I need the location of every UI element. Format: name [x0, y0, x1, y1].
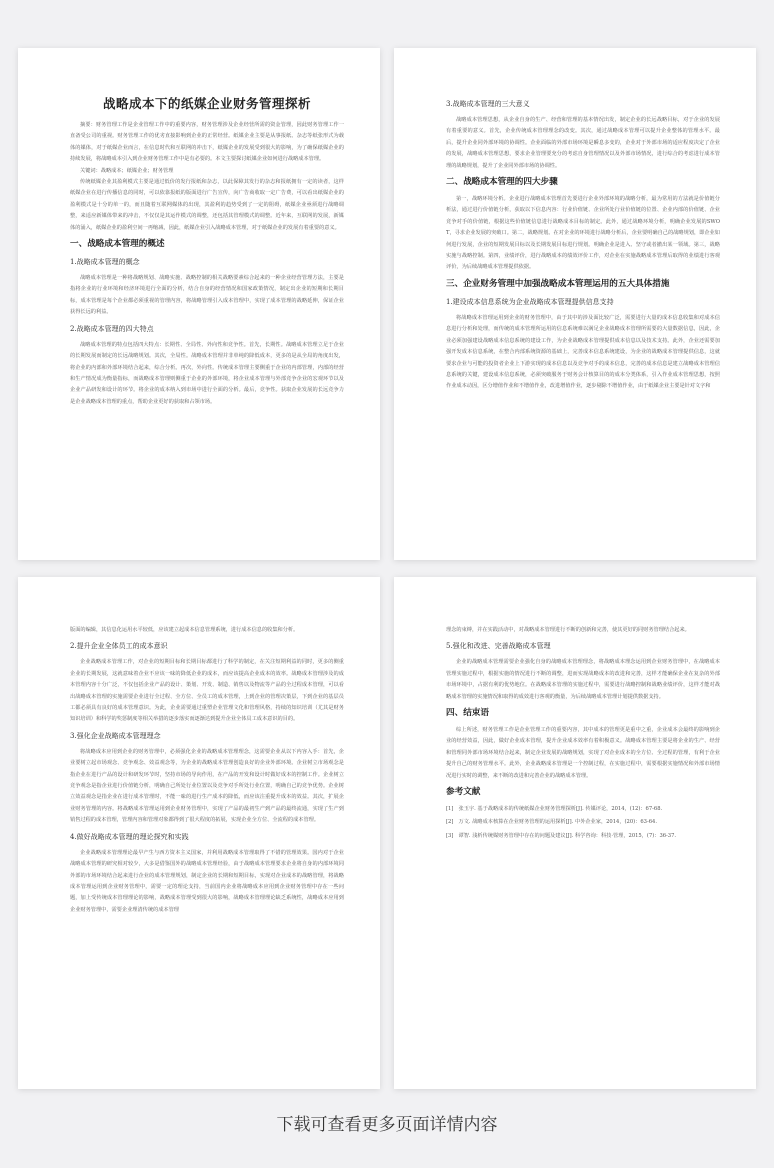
- keywords-line: 关键词：战略成本；纸媒企业；财务管理: [80, 167, 174, 174]
- download-more-prompt: 下载可查看更多页面详情内容: [276, 1115, 498, 1135]
- document-page-3: [18, 577, 380, 1089]
- subsection-heading-3-3: 3.强化企业战略成本管理理念: [70, 731, 161, 740]
- body-paragraph: 战略成本管理的特点包括四大特点：长期性、全局性、外向性和竞争性。首先，长期性。战略成本管理立足于企业的长期发展而制定的长远战略规划。其次，全局性。战略成本管理并非单纯的降低成本，更多的是从全局的角度出发，将企业的内部和外部环境结合起来，综合分析。再次，外向性。传统成本管理主要侧重于企业的内部管理，内部的经营和生产情况成为衡量指标，而战略成本管理则侧重于企业的外部环境，将企业成本管理与外部竞争企业的宏观环节以及企业产品研发和设计的环节。将企业的成本纳入到市场中进行全面的分析。最后，竞争性。获取企业发展的长远竞争力是企业战略成本管理的重点，帮助企业更好的获取和占领市场。: [70, 341, 344, 405]
- references-heading: 参考文献: [446, 787, 481, 798]
- abstract-paragraph: 摘要：财务管理工作是企业管理工作中的重要内容，财务管理涉及企业经营所需的资金管理，因此财务管理工作一直备受公司的重视。财务管理工作的优劣直接影响到企业的正常经营。纸媒企业主要是从事报纸、杂志等纸张形式为载体的媒体，对于纸媒企业而言，在信息时代和互联网的冲击下，纸媒企业的发展受到很大的影响，为了确保纸媒企业的持续发展，将战略成本引入到企业财务管理工作中是有必要的。本文主要探讨纸媒企业如何进行战略成本管理。: [70, 122, 344, 163]
- subsection-heading-3-4: 4.做好战略成本管理的理论探究和实践: [70, 832, 189, 841]
- reference-item: [2] 万文. 战略成本核算在企业财务管理的运用探析[J]. 中外企业家，2014，(20)：63-64.: [446, 819, 657, 826]
- section-heading-2: 二、战略成本管理的四大步骤: [446, 177, 558, 188]
- document-page-4: [394, 577, 756, 1089]
- body-paragraph: 将战略成本应用到企业的财务管理中，必须强化企业的战略成本管理理念，这需要企业从以下内容入手：首先，企业要树立起市场观念、竞争观念、效益观念等，为企业的战略成本管理创造良好的企业外部环境。企业树立市场观念是指企业在进行产品的设计和研发环节时，坚持市场的导向作用，在产品的开发和设计时做好成本的控制工作。企业树立竞争观念是指企业进行价值链分析，明确自己所处行业位置以及竞争对手所处行业位置，明确自己的竞争优势。企业树立效益观念是指企业在进行成本管理时，不能一味的进行生产成本的降低，而应该注重提升成本的效益。其次，扩展企业财务管理的内容。将战略成本管理运用到企业财务管理中，实现了产品的最初生产到产品的最终流通，实现了生产到销售过程的成本管理，管理内容和管理对象都得到了很大程度的拓展，实现企业全方位、全流程的成本管理。: [70, 748, 344, 824]
- reference-item: [3] 谭智. 浅析传统媒财务管理中存在的问题及建议[J]. 科学咨询：科技·管理，2015，(7)：36-37.: [446, 832, 677, 839]
- subsection-heading-1-3: 3.战略成本管理的三大意义: [446, 100, 530, 108]
- body-paragraph: 将战略成本管理运用到企业的财务管理中，由于其中的涉及面比较广泛，需要进行大量的成本信息收集和对成本信息进行分析和处理，而传统的成本管理所运用的信息系统难以满足企业战略成本管理所需要的大量数据信息，因此，企业必须加强建设战略成本信息系统的建设工作，为企业战略成本管理提供成本信息以及技术支持。此外，企业还需要加强开发成本信息系统，在整合内部系统资源的基础上，完善成本信息系统建设，为企业的战略成本管理提供信息，这就要求企业与可能的投资者企业上下游实现的成本信息以及竞争对手的成本信息，完善的成本信息是建立战略成本管理信息系统的关键，建设成本信息系统，必须突破服务于财务会计核算目的的成本分类体系，引入作业成本管理思想，按照作业成本动因，区分增值作业和不增值作业，改进增值作业，逐步剔除不增值作业，由于纸媒企业主要是针对文字和: [446, 314, 720, 390]
- document-page-1: [18, 48, 380, 560]
- subsection-heading-1-2: 2.战略成本管理的四大特点: [70, 324, 154, 333]
- body-paragraph: 版面的编辑，其信息化运用水平较低，应该建立起成本信息管理系统，进行成本信息的收集和分析。: [70, 627, 299, 633]
- section-heading-3: 三、企业财务管理中加强战略成本管理运用的五大具体措施: [446, 278, 670, 289]
- body-paragraph: 企业战略成本管理工作，对企业的短期目标和长期目标都进行了科学的制定，在关注短期利益的同时，更多的侧重企业的长期发展，这就意味着企业不应该一味的降低企业的成本，而应该提高企业成本的效率。战略成本管理涉及的成本管理内容十分广泛，不仅包括企业产品的设计、策划、开发、制造、销售以及物流等产品的全过程成本管理，可以看出战略成本管理的实施需要企业进行全过程、全方位、全员工的成本管理，上到企业的管理决策层，下到企业的基层员工都必须具有良好的成本管理意识。为此，企业需要通过重塑企业管理文化和管理风格，持续的知识培训（尤其是财务知识培训）和科学的奖惩制度等相关举措的逐步落实而逐渐达到提升企业全体员工成本意识的目的。: [70, 659, 344, 723]
- body-paragraph: 企业的战略成本管理需要企业强化自身的战略成本管理理念，将战略成本理念运用到企业财务管理中，在战略成本管理实施过程中，根据实施的情况进行不断的调整，进而实现战略成本的改进和完善，这样才能确保企业在复杂的外部市场环境中，占据有利的优势地位。在战略成本管理的实施过程中，需要进行战略控制和战略业绩评价，这样才能对战略成本管理的实施情况和取得的成效进行客观的衡量，为后续战略成本管理计划提供数据支持。: [446, 659, 720, 700]
- body-paragraph: 第一，战略环境分析。企业进行战略成本管理首先要进行企业外部环境的战略分析，最为常用的方法就是价值链分析法，通过进行价值链分析，获取以下信息内容：行业价值链、企业所处行业价值链的位置、企业内部的价值链、企业竞争对手的价值链，根据这些价值链信息进行战略成本目标的制定。此外，通过战略环境分析，明确企业发展的SWOT，寻求企业发展的突破口。第二，战略规划。在对企业的环境进行战略分析后，企业要明确自己的战略规划，即企业如何进行发展，企业的短期发展目标以及长期发展目标进行规划。明确企业是进入、坚守或者撤出某一领域。第三，战略实施与战略控制。第四，业绩评价，进行战略成本的绩效评价工作，对企业在实施战略成本管理后取得的业绩进行客观评价，为后续战略成本管理提供依据。: [446, 196, 720, 271]
- subsection-heading-3-5: 5.强化和改进、完善战略成本管理: [446, 642, 551, 651]
- section-heading-1: 一、战略成本管理的概述: [70, 239, 165, 250]
- document-title: 战略成本下的纸媒企业财务管理探析: [102, 96, 311, 111]
- document-page-2: [394, 48, 756, 560]
- body-paragraph: 理念的束缚，并在实践活动中，对战略成本管理进行不断的创新和完善，使其更好的同财务管理结合起来。: [446, 627, 690, 633]
- subsection-heading-1-1: 1.战略成本管理的概念: [70, 258, 140, 267]
- subsection-heading-3-1: 1.建设成本信息系统为企业战略成本管理提供信息支持: [446, 297, 614, 306]
- body-paragraph: 企业战略成本管理理论最早产生与西方资本主义国家，并利用战略成本管理取得了不错的管理效果。国内对于企业战略成本管理的研究相对较少，大多是借鉴国外的战略成本管理经验，由于战略成本管理要求企业将自身的内部环境同外部的市场环境结合起来进行企业的成本管理规划，制定企业的长期和短期目标，实现对企业成本的战略管理，将战略成本管理运用到企业财务管理中，需要一定的理论支持，当前国内企业将战略成本应用到企业财务管理中存在一些问题，加上受传统成本管理理论的影响，战略成本管理受到很大的影响，战略成本管理理论缺乏系统性，战略成本应用到企业财务管理中，需要企业理清传统的成本管理: [70, 849, 344, 913]
- reference-item: [1] 张玉宇. 基于战略成本的传统纸媒企业财务管理探析[J]. 传媒评论，2014，(12)：67-68.: [446, 806, 663, 813]
- subsection-heading-3-2: 2.提升企业全体员工的成本意识: [70, 642, 168, 651]
- body-paragraph: 战略成本管理是一种将战略规划、战略实施、战略控制的相关战略要素综合起来的一种企业经营管理方法，主要是指将企业的行业环境和经济环境进行全面的分析，结合自身的经营情况和国家政策情况，制定出企业的短期和长期目标，成本管理是每个企业都必须重视的管理内容，将战略管理引入成本管理中，实现了成本管理的战略延伸，保证企业获得长远的利益。: [70, 275, 344, 316]
- section-heading-4: 四、结束语: [446, 708, 489, 719]
- intro-paragraph: 传统纸媒企业其盈利模式主要是通过低价的发行报纸和杂志，以此保障其发行的杂志和报纸拥有一定的读者，这样纸媒企业在进行传播信息的同时，可以依靠报纸的版面进行广告宣传，向广告商收取一定广告费，可以看出纸媒企业的盈利模式是十分的单一的，而且随着互联网媒体的出现，其盈利的趋势受到了一定的阻碍，纸媒企业亟须进行战略调整，来适应新媒体带来的冲击，不仅仅是其运作模式的调整，还包括其管理模式的调整。近年来，互联网的发展，新媒体的涌入，纸媒企业的盈利空间一再缩减，因此，纸媒企业引入战略成本管理，对于纸媒企业的发展有着重要的意义。: [70, 179, 344, 231]
- body-paragraph: 战略成本管理思想，从企业自身的生产、经营和管理的基本情况出发，制定企业的长远战略目标，对于企业的发展有着重要的意义。首先，企业传统成本管理理念的改变。其次，通过战略成本管理可以提升企业整体的管理水平。最后，提升企业同外部环境的协调性。企业面临的外部市场环境是瞬息多变的，企业对于外部市场的适应程度决定了企业的发展，战略成本管理思想，要求企业管理要充分的考虑自身管理情况以及外部市场情况，进行综合的考虑进行成本管理的战略规划，提升了企业同外部市场的协调性。: [446, 117, 720, 169]
- body-paragraph: 综上所述，财务管理工作是企业管理工作的重要内容，其中成本的管理更是重中之重，企业成本会最终的影响到企业的经营效益，因此，做好企业成本管理，提升企业成本效率有着积极意义。战略成本管理主要是将企业的生产、经营和管理同外部市场环境结合起来，制定企业发展的战略规划，实现了对企业成本的全方位、全过程的管理，有利于企业提升自己的财务管理水平。此外，企业战略成本管理是一个控制过程，在实施过程中，需要根据实施情况和外部市场情况进行实时的调整，来不断的改进和完善企业的战略成本管理。: [446, 727, 720, 779]
